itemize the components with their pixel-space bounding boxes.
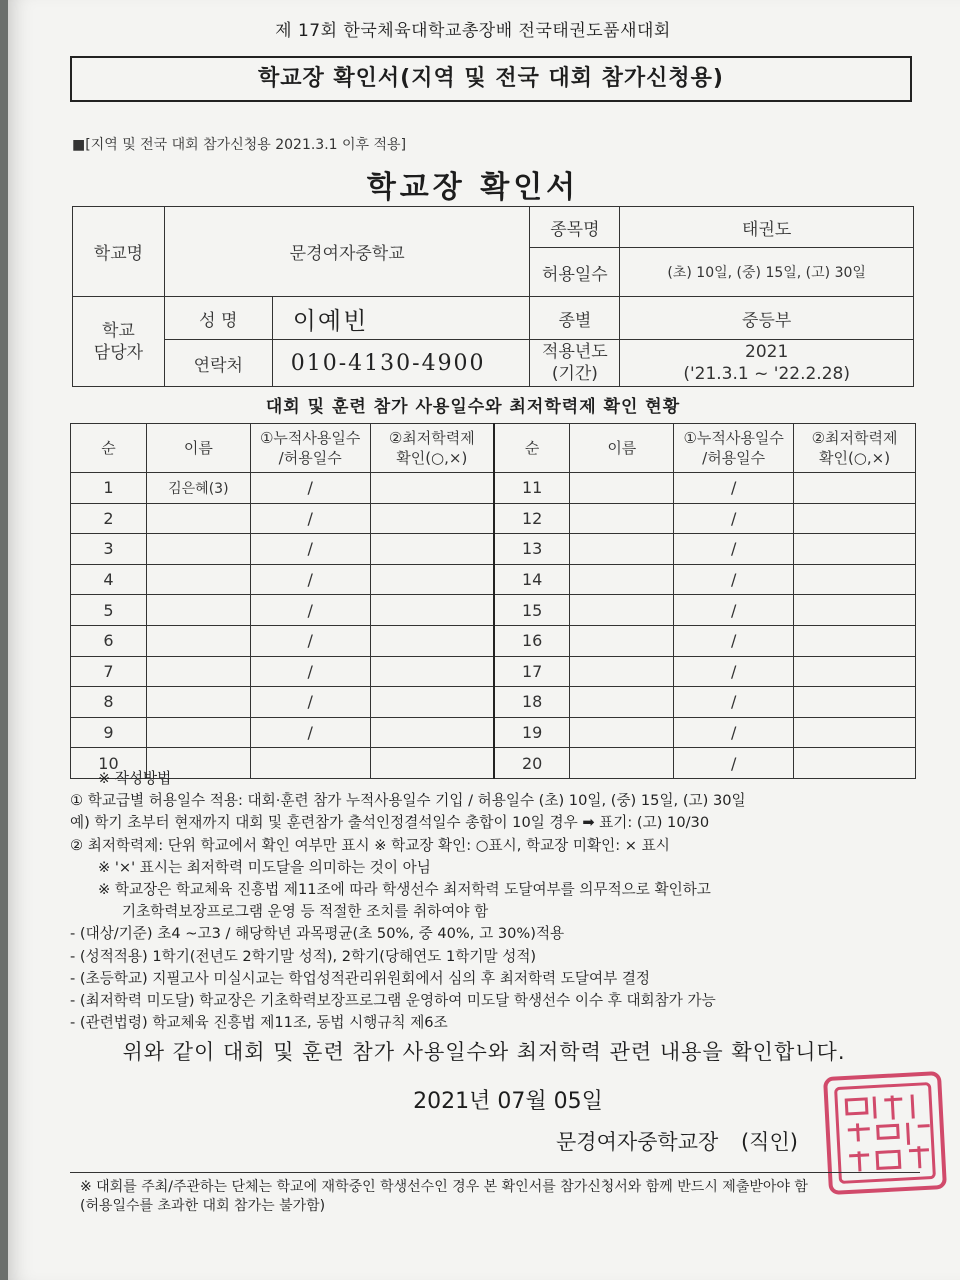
cell-no-right: 12 — [494, 503, 570, 534]
table-row — [71, 534, 916, 565]
cell-days-left: / — [250, 534, 370, 565]
category-label: 종별 — [530, 297, 620, 340]
guide-line: - (성적적용) 1학기(전년도 2학기말 성적), 2학기(당해연도 1학기말 성적) — [70, 947, 537, 965]
cell-name-right — [570, 564, 674, 595]
header-check-line2: 확인(○,×) — [396, 449, 468, 467]
manager-label — [73, 297, 165, 387]
name-value: 이예빈 — [272, 297, 530, 340]
cell-days-right: / — [674, 717, 794, 748]
cell-name-right — [570, 717, 674, 748]
header-check-right-line1: ②최저학력제 — [811, 428, 898, 447]
cell-days-right: / — [674, 625, 794, 656]
guide-line: - (대상/기준) 초4 ~고3 / 해당학년 과목평균(초 50%, 중 40%, 고 30%)적용 — [70, 925, 565, 943]
cell-no-right: 20 — [494, 748, 570, 779]
cell-no-right: 13 — [494, 534, 570, 565]
cell-days-left: / — [250, 687, 370, 718]
table-row — [71, 717, 916, 748]
cell-days-left: / — [250, 656, 370, 687]
participation-table — [70, 423, 916, 779]
cell-check-right — [794, 625, 916, 656]
cell-check-left — [370, 534, 494, 565]
cell-days-right: / — [674, 687, 794, 718]
allowed-days-label: 허용일수 — [530, 248, 620, 297]
cell-check-right — [794, 656, 916, 687]
cell-name-left — [146, 534, 250, 565]
contact-value: 010-4130-4900 — [272, 340, 530, 387]
cell-name-right — [570, 534, 674, 565]
cell-days-left: / — [250, 564, 370, 595]
cell-name-right — [570, 687, 674, 718]
cell-check-left — [370, 687, 494, 718]
seal-graphic — [827, 1075, 943, 1191]
cell-days-left: / — [250, 595, 370, 626]
cell-check-right — [794, 564, 916, 595]
cell-name-right — [570, 473, 674, 504]
cell-check-left — [370, 503, 494, 534]
table-row — [71, 503, 916, 534]
cell-name-right — [570, 595, 674, 626]
cell-days-left: / — [250, 503, 370, 534]
cell-no-right: 18 — [494, 687, 570, 718]
cell-check-left — [370, 717, 494, 748]
cell-name-left — [146, 595, 250, 626]
guide-line: ※ '×' 표시는 최저학력 미도달을 의미하는 것이 아님 — [98, 858, 431, 876]
cell-no-left: 10 — [71, 748, 147, 779]
principal-name — [556, 1126, 798, 1156]
cell-name-left — [146, 503, 250, 534]
cell-check-right — [794, 503, 916, 534]
header-check — [370, 424, 494, 473]
footer-line1: ※ 대회를 주최/주관하는 단체는 학교에 재학중인 학생선수인 경우 본 확인서를 참가신청서와 함께 반드시 제출받아야 함 — [80, 1179, 808, 1195]
cell-check-left — [370, 473, 494, 504]
cell-check-left — [370, 656, 494, 687]
cell-days-left: / — [250, 717, 370, 748]
table-row — [71, 473, 916, 504]
cell-no-right: 17 — [494, 656, 570, 687]
cell-days-left: / — [250, 473, 370, 504]
header-check-right — [794, 424, 916, 473]
header-check-right-line2: 확인(○,×) — [818, 449, 891, 467]
confirm-date: 2021년 07월 05일 — [413, 1089, 603, 1114]
header-check-line1: ②최저학력제 — [388, 428, 475, 447]
header-days-right-line2: /허용일수 — [702, 449, 766, 467]
year-label-line1: 적용년도 — [542, 342, 608, 362]
cell-name-left — [146, 656, 250, 687]
guide-line: ※ 학교장은 학교체육 진흥법 제11조에 따라 학생선수 최저학력 도달여부를 의무적으로 확인하고 — [98, 881, 711, 899]
table-row — [71, 564, 916, 595]
cell-no-left: 9 — [71, 717, 147, 748]
cell-name-left — [146, 625, 250, 656]
header-days — [250, 424, 370, 473]
year-value-line1: 2021 — [745, 342, 789, 362]
cell-no-left: 8 — [71, 687, 147, 718]
header-no-right: 순 — [494, 424, 570, 473]
footer-line2: (허용일수를 초과한 대회 참가는 불가함) — [80, 1198, 326, 1214]
guide-line: - (최저학력 미도달) 학교장은 기초학력보장프로그램 운영하여 미도달 학생선수 이수 후 대회참가 가능 — [70, 992, 716, 1010]
year-value-line2: ('21.3.1 ~ '22.2.28) — [683, 364, 850, 385]
guide-line: - (관련법령) 학교체육 진흥법 제11조, 동법 시행규칙 제6조 — [70, 1014, 448, 1032]
cell-check-left — [370, 625, 494, 656]
cell-no-left: 4 — [71, 564, 147, 595]
cell-no-left: 1 — [71, 473, 147, 504]
seal-mark: (직인) — [740, 1130, 798, 1154]
cell-no-left: 5 — [71, 595, 147, 626]
cell-no-right: 15 — [494, 595, 570, 626]
table-row — [71, 625, 916, 656]
confirm-statement: 위와 같이 대회 및 훈련 참가 사용일수와 최저학력 관련 내용을 확인합니다. — [122, 1040, 846, 1064]
header-days-right-line1: ①누적사용일수 — [683, 428, 784, 447]
cell-no-right: 19 — [494, 717, 570, 748]
cell-check-right — [794, 687, 916, 718]
cell-days-right: / — [674, 748, 794, 779]
guide-line: 예) 학기 초부터 현재까지 대회 및 훈련참가 출석인정결석일수 총합이 10일 경우 ➡ 표기: (고) 10/30 — [70, 814, 710, 832]
main-title: 학교장 확인서 — [366, 170, 580, 205]
cell-name-left: 김은혜(3) — [146, 473, 250, 504]
cell-name-left — [146, 717, 250, 748]
cell-check-right — [794, 534, 916, 565]
writing-guide — [70, 768, 930, 1034]
cell-days-right: / — [674, 656, 794, 687]
cell-no-right: 14 — [494, 564, 570, 595]
manager-label-line1: 학교 — [102, 320, 135, 341]
cell-no-right: 16 — [494, 625, 570, 656]
school-value: 문경여자중학교 — [164, 207, 530, 297]
table-row — [71, 656, 916, 687]
info-table — [72, 206, 914, 387]
cell-name-right — [570, 625, 674, 656]
event-type-label: 종목명 — [530, 207, 620, 248]
guide-line: 기초학력보장프로그램 운영 등 적절한 조치를 취하여야 함 — [122, 903, 489, 921]
footer-note — [80, 1178, 940, 1216]
cell-no-left: 2 — [71, 503, 147, 534]
cell-no-left: 6 — [71, 625, 147, 656]
year-label-line2: (기간) — [551, 364, 598, 385]
table-row — [71, 687, 916, 718]
year-label — [530, 340, 620, 387]
document-page — [8, 0, 960, 1280]
status-title: 대회 및 훈련 참가 사용일수와 최저학력제 확인 현황 — [265, 397, 681, 417]
principal-title: 문경여자중학교장 — [556, 1130, 719, 1154]
table-row — [71, 595, 916, 626]
cell-check-left — [370, 564, 494, 595]
cell-name-right — [570, 656, 674, 687]
cell-no-left: 7 — [71, 656, 147, 687]
allowed-days-value: (초) 10일, (중) 15일, (고) 30일 — [620, 248, 914, 297]
cell-days-left: / — [250, 625, 370, 656]
event-type-value: 태권도 — [620, 207, 914, 248]
header-days-line1: ①누적사용일수 — [259, 428, 361, 447]
cell-no-right: 11 — [494, 473, 570, 504]
cell-name-right — [570, 503, 674, 534]
manager-label-line2: 담당자 — [93, 342, 144, 363]
applicable-note: ■[지역 및 전국 대회 참가신청용 2021.3.1 이후 적용] — [72, 137, 407, 153]
cell-days-right: / — [674, 564, 794, 595]
guide-line: ① 학교급별 허용일수 적용: 대회·훈련 참가 누적사용일수 기입 / 허용일수 (초) 10일, (중) 15일, (고) 30일 — [70, 792, 746, 810]
cell-name-left — [146, 687, 250, 718]
category-value: 중등부 — [620, 297, 914, 340]
official-seal — [823, 1071, 947, 1195]
header-name-right: 이름 — [570, 424, 674, 473]
year-value — [620, 340, 914, 387]
contact-label: 연락처 — [164, 340, 272, 387]
cell-check-right — [794, 473, 916, 504]
cell-days-right: / — [674, 595, 794, 626]
header-days-right — [674, 424, 794, 473]
cell-check-right — [794, 595, 916, 626]
cell-days-right: / — [674, 473, 794, 504]
guide-line: ② 최저학력제: 단위 학교에서 확인 여부만 표시 ※ 학교장 확인: ○표시, 학교장 미확인: × 표시 — [70, 836, 670, 854]
name-label: 성 명 — [164, 297, 272, 340]
cell-check-right — [794, 717, 916, 748]
cell-days-right: / — [674, 503, 794, 534]
header-no: 순 — [71, 424, 147, 473]
header-days-line2: /허용일수 — [278, 449, 342, 467]
guide-line: - (초등학교) 지필고사 미실시교는 학업성적관리위원회에서 심의 후 최저학력 도달여부 결정 — [70, 969, 651, 987]
cell-name-left — [146, 564, 250, 595]
cell-check-left — [370, 595, 494, 626]
footer-divider — [70, 1172, 920, 1173]
guide-heading: ※ 작성방법 — [98, 770, 172, 787]
school-label: 학교명 — [73, 207, 165, 297]
cell-no-left: 3 — [71, 534, 147, 565]
header-name: 이름 — [146, 424, 250, 473]
cell-days-right: / — [674, 534, 794, 565]
event-name: 제 17회 한국체육대학교총장배 전국태권도품새대회 — [275, 21, 671, 41]
form-title: 학교장 확인서(지역 및 전국 대회 참가신청용) — [70, 56, 912, 102]
